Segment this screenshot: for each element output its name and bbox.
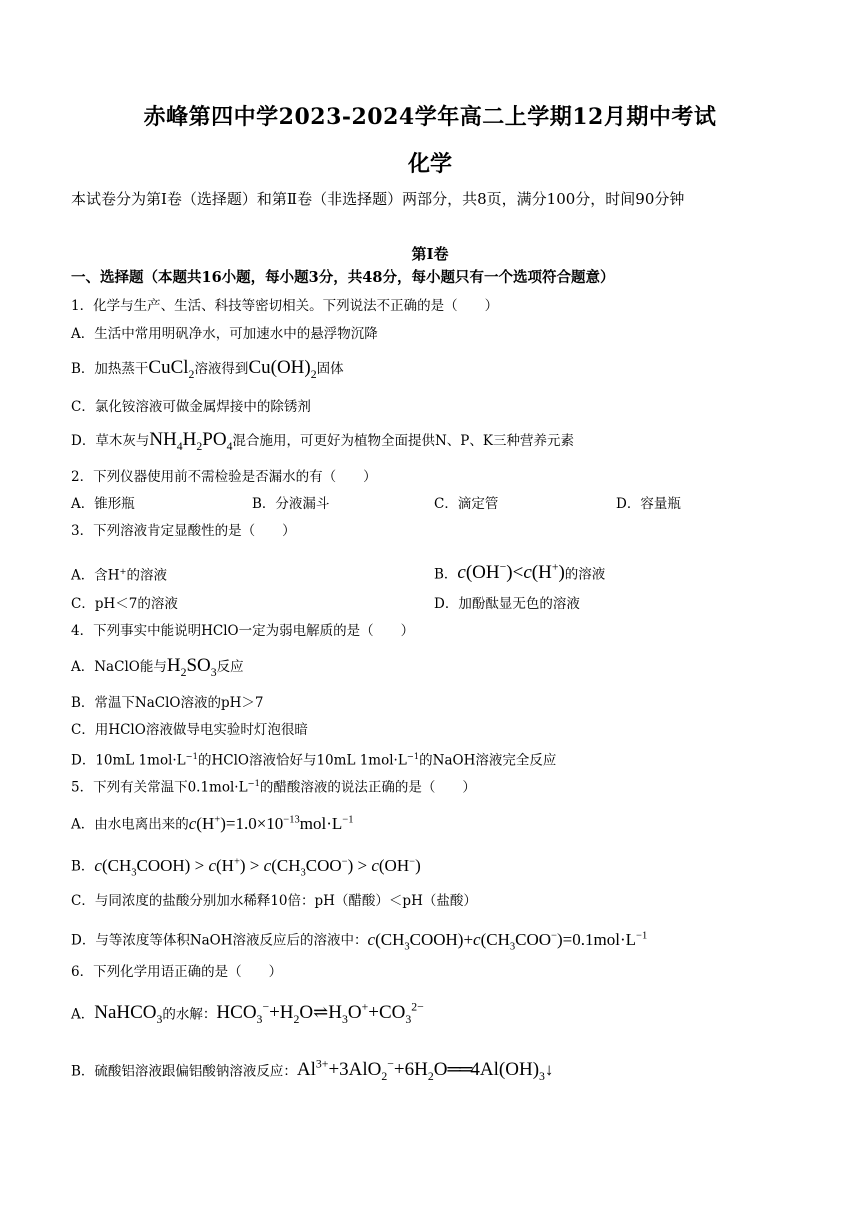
q4-option-b: B．常温下NaClO溶液的pH＞7	[71, 695, 264, 711]
q5-stem: 5．下列有关常温下$0.1mol\cdot L^{-1}$的醋酸溶液的说法正确的是（ ）	[71, 778, 476, 796]
q6-option-a-mid: 的水解：	[162, 1006, 217, 1023]
formula-al-alo2-reaction: $Al^{3+}+3AlO_2^-+6H_2O══4Al(OH)_3↓$	[296, 1058, 554, 1084]
section-heading: 一、选择题（本题共16小题，每小题3分，共48分，每小题只有一个选项符合题意）	[71, 269, 615, 286]
q4-option-c: C．用HClO溶液做导电实验时灯泡很暗	[71, 722, 308, 738]
q3-stem: 3．下列溶液肯定显酸性的是（ ）	[71, 523, 296, 539]
q4-option-d-1: D．10mL 1mol·L	[71, 752, 186, 769]
q1-option-d-pre: D．草木灰与	[71, 433, 150, 449]
q2-option-c: C．滴定管	[434, 496, 499, 512]
q4-option-a	[71, 656, 244, 683]
q1-option-a: A．生活中常用明矾净水，可加速水中的悬浮物沉降	[71, 326, 378, 342]
formula-conc-order: $c(CH_3COOH) > c(H^+) > c(CH_3COO^-) > c(OH^-)$	[94, 855, 421, 879]
q3-option-a-pre: A．含H	[71, 567, 120, 584]
q6-option-a-pre: A．	[71, 1006, 95, 1023]
q1-option-c: C．氯化铵溶液可做金属焊接中的除锈剂	[71, 399, 311, 415]
q1-stem: 1．化学与生产、生活、科技等密切相关。下列说法不正确的是（ ）	[71, 298, 499, 314]
q6-option-b	[71, 1055, 553, 1087]
q3-option-a-post: 的溶液	[126, 567, 168, 584]
q5-option-d-pre: D．与等浓度等体积NaOH溶液反应后的溶液中：	[71, 932, 368, 949]
q3-option-a: A．含H+的溶液	[71, 566, 168, 584]
q4-option-d-2: 的HClO溶液恰好与10mL 1mol·L	[197, 752, 407, 769]
q5-option-b-pre: B．	[71, 858, 95, 875]
q5-stem-pre: 5．下列有关常温下0.1mol·L	[71, 779, 248, 796]
q1-option-b-mid: 溶液得到	[194, 361, 249, 377]
q4-option-a-pre: A．NaClO能与	[71, 659, 167, 675]
formula-h2so3: $H_2SO_3$	[166, 655, 217, 679]
exam-intro: 本试卷分为第Ⅰ卷（选择题）和第Ⅱ卷（非选择题）两部分，共8页，满分100分，时间90分钟	[71, 190, 685, 208]
q2-option-b: B．分液漏斗	[252, 496, 330, 512]
formula-nh4h2po4: $NH_4H_2PO_4$	[149, 429, 233, 453]
q6-stem: 6．下列化学用语正确的是（ ）	[71, 964, 283, 980]
formula-cucl2: CuCl$_2$	[148, 357, 195, 381]
q3-option-b	[434, 558, 605, 584]
q1-option-d	[71, 430, 574, 457]
q3-option-b-pre: B．	[434, 566, 458, 583]
q5-option-a-pre: A．由水电离出来的	[71, 816, 189, 833]
q5-option-a	[71, 810, 354, 835]
q3-option-d: D．加酚酞显无色的溶液	[434, 596, 580, 612]
q5-option-d	[71, 926, 647, 957]
formula-hco3-hydrolysis: $HCO_3^-+H_2O\rightleftharpoons H_3O^++CO_3^{2-}$	[216, 1001, 424, 1027]
q4-stem: 4．下列事实中能说明HClO一定为弱电解质的是（ ）	[71, 623, 415, 639]
q2-option-d: D．容量瓶	[616, 496, 681, 512]
q1-option-b-pre: B．加热蒸干	[71, 361, 149, 377]
q5-option-c: C．与同浓度的盐酸分别加水稀释10倍：pH（醋酸）＜pH（盐酸）	[71, 893, 477, 909]
subject-title: 化学	[407, 151, 452, 177]
q3-option-c: C．pH＜7的溶液	[71, 596, 178, 612]
formula-oh-lt-h: c(OH−)<c(H+)	[457, 561, 565, 584]
q4-option-d-3: 的NaOH溶液完全反应	[419, 752, 557, 769]
formula-conc-sum: $c(CH_3COOH)+c(CH_3COO^-)=0.1mol\cdot L^{-1}$	[367, 929, 648, 953]
q5-stem-post: 的醋酸溶液的说法正确的是（ ）	[259, 779, 476, 796]
q5-option-b	[71, 852, 421, 883]
formula-cu-oh-2: $Cu(OH)_2$	[248, 357, 317, 381]
formula-water-h-conc: $c(H^+)=1.0\times 10^{-13}mol\cdot L^{-1}$	[188, 813, 354, 833]
exam-title: 赤峰第四中学2023-2024学年高二上学期12月期中考试	[143, 104, 717, 130]
q2-option-a: A．锥形瓶	[71, 496, 135, 512]
q2-stem: 2．下列仪器使用前不需检验是否漏水的有（ ）	[71, 469, 377, 485]
q6-option-b-pre: B．硫酸铝溶液跟偏铝酸钠溶液反应：	[71, 1063, 297, 1080]
q4-option-d: D．10mL $1mol\cdot L^{-1}$的HClO溶液恰好与10mL $1mol\cdot L^{-1}$的NaOH溶液完全反应	[71, 751, 557, 769]
q3-option-b-post: 的溶液	[564, 566, 606, 583]
q4-option-a-post: 反应	[216, 659, 244, 675]
q1-option-b-post: 固体	[316, 361, 344, 377]
q1-option-d-post: 混合施用，可更好为植物全面提供N、P、K三种营养元素	[232, 433, 574, 449]
q1-option-b	[71, 358, 344, 385]
formula-nahco3: NaHCO$_3$	[94, 1002, 163, 1027]
q6-option-a	[71, 998, 424, 1030]
volume-heading: 第Ⅰ卷	[411, 245, 449, 263]
